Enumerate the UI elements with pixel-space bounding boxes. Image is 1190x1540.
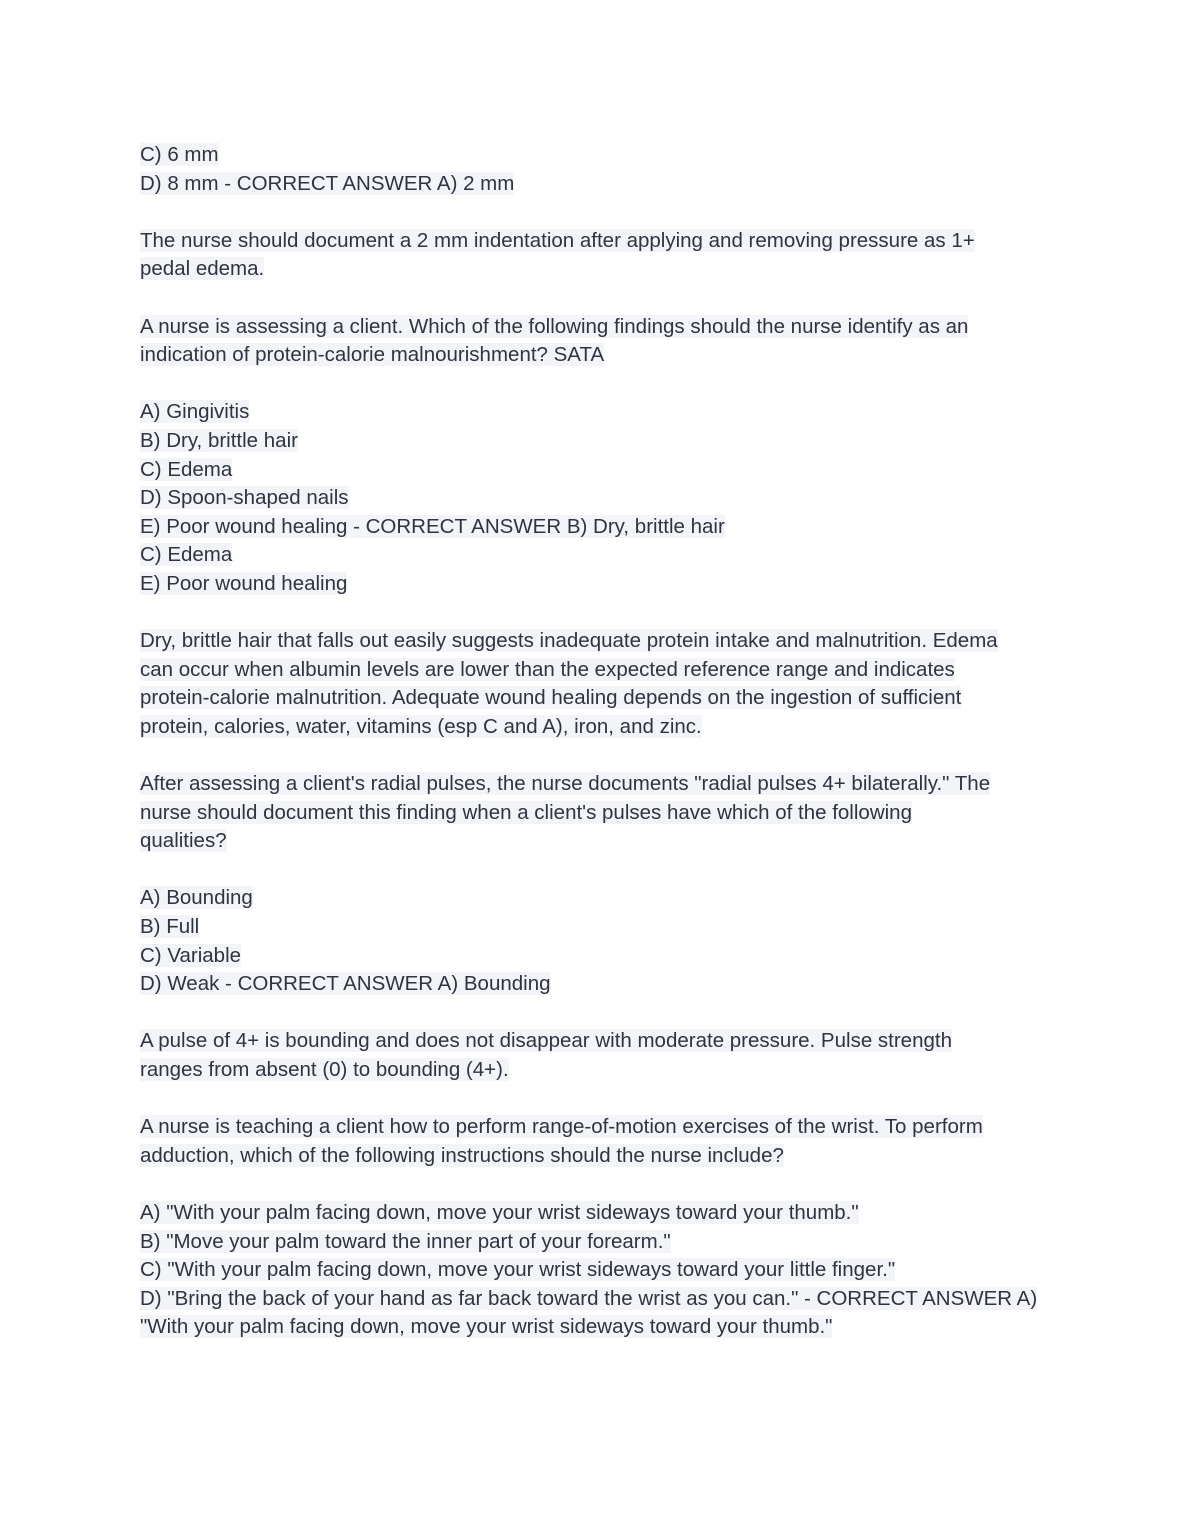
text-line: A pulse of 4+ is bounding and does not disappear with moderate pressure. Pulse strength [140,1029,952,1053]
answer-options-tail [140,141,1060,198]
text-line: D) "Bring the back of your hand as far back toward the wrist as you can." - CORRECT ANSWER A) [140,1286,1038,1310]
answer-options [140,884,1060,998]
text-line: E) Poor wound healing - CORRECT ANSWER B) Dry, brittle hair [140,514,725,538]
text-line: A) Bounding [140,886,253,910]
text-line: indication of protein-calorie malnourishment? SATA [140,343,605,367]
text-line: qualities? [140,829,227,853]
text-line: can occur when albumin levels are lower than the expected reference range and indicates [140,657,955,681]
text-line: C) Variable [140,943,242,967]
text-line: E) Poor wound healing [140,571,348,595]
text-line: C) Edema [140,457,233,481]
text-line: A nurse is assessing a client. Which of the following findings should the nurse identify as an [140,314,969,338]
text-line: D) 8 mm - CORRECT ANSWER A) 2 mm [140,171,515,195]
text-line: nurse should document this finding when a client's pulses have which of the following [140,800,912,824]
answer-options [140,1199,1060,1342]
text-line: A nurse is teaching a client how to perform range-of-motion exercises of the wrist. To perform [140,1115,983,1139]
question-paragraph [140,313,1060,370]
text-line: ranges from absent (0) to bounding (4+). [140,1058,509,1081]
text-line: protein, calories, water, vitamins (esp C and A), iron, and zinc. [140,714,702,738]
text-line: Dry, brittle hair that falls out easily suggests inadequate protein intake and malnutrition. Edema [140,629,998,653]
text-line: A) "With your palm facing down, move your wrist sideways toward your thumb." [140,1200,859,1224]
question-paragraph [140,1113,1060,1170]
question-paragraph [140,770,1060,856]
text-line: D) Spoon-shaped nails [140,486,349,510]
rationale-paragraph [140,1027,1060,1084]
text-line: D) Weak - CORRECT ANSWER A) Bounding [140,972,551,996]
text-line: B) Dry, brittle hair [140,428,298,452]
rationale-paragraph [140,227,1060,284]
text-line: C) 6 mm [140,143,219,166]
text-line: B) "Move your palm toward the inner part of your forearm." [140,1229,671,1253]
text-line: C) Edema [140,543,233,567]
text-line: A) Gingivitis [140,400,250,424]
text-line: adduction, which of the following instructions should the nurse include? [140,1143,784,1167]
document-page [140,141,1060,1371]
text-line: B) Full [140,915,200,939]
answer-options [140,398,1060,598]
text-line: After assessing a client's radial pulses, the nurse documents "radial pulses 4+ bilaterally." The [140,772,991,796]
text-line: The nurse should document a 2 mm indentation after applying and removing pressure as 1+ [140,228,975,252]
text-line: C) "With your palm facing down, move your wrist sideways toward your little finger." [140,1258,896,1282]
rationale-paragraph [140,627,1060,741]
text-line: pedal edema. [140,257,265,281]
text-line: protein-calorie malnutrition. Adequate wound healing depends on the ingestion of sufficient [140,686,962,710]
text-line: "With your palm facing down, move your wrist sideways toward your thumb." [140,1315,833,1339]
